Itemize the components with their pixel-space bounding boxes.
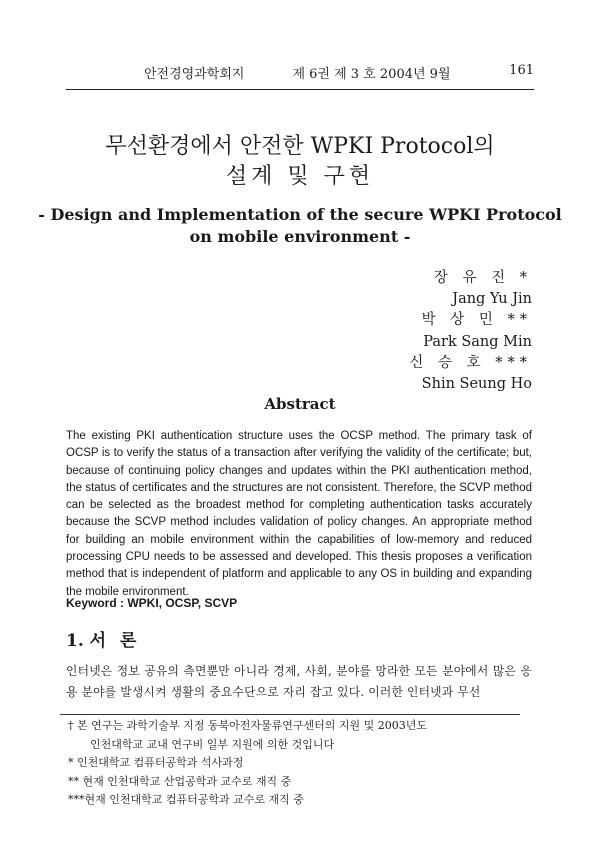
running-header bbox=[66, 63, 534, 90]
keywords: Keyword : WPKI, OCSP, SCVP bbox=[66, 596, 238, 610]
footnote-funding-line-2: 인천대학교 교내 연구비 일부 지원에 의한 것입니다 bbox=[90, 737, 335, 751]
author-2-english-name: Park Sang Min bbox=[423, 333, 532, 350]
english-title-line-1: - Design and Implementation of the secure WPKI Protocol bbox=[38, 205, 562, 224]
section-1-body: 인터넷은 정보 공유의 측면뿐만 아니라 경제, 사회, 분야를 망라한 모든 분야에서 많은 응용 분야를 발생시켜 생활의 중요수단으로 자리 잡고 있다. 이러한 인터넷과 무선 bbox=[66, 664, 532, 699]
footnote-author-1: * 인천대학교 컴퓨터공학과 석사과정 bbox=[68, 756, 244, 769]
footnote-author-2: ** 현재 인천대학교 산업공학과 교수로 재직 중 bbox=[68, 774, 292, 788]
author-3-english-name: Shin Seung Ho bbox=[421, 376, 532, 393]
footnotes bbox=[68, 717, 528, 810]
footnote-divider bbox=[60, 714, 520, 715]
footnote-author-3: ***현재 인천대학교 컴퓨터공학과 교수로 재직 중 bbox=[68, 793, 304, 806]
page-number: 161 bbox=[509, 63, 534, 78]
issue-info: 제 6권 제 3 호 2004년 9월 bbox=[292, 67, 451, 82]
korean-title-line-2: 설계 및 구현 bbox=[225, 164, 375, 189]
english-title bbox=[0, 204, 600, 248]
korean-title bbox=[0, 132, 600, 192]
author-2-korean-name: 박 상 민 ** bbox=[421, 312, 532, 329]
author-1-korean-name: 장 유 진 * bbox=[433, 270, 532, 286]
abstract-text: The existing PKI authentication structure uses the OCSP method. The primary task of OCSP is to verify the status of a transaction after verifying the validity of the certificate; but, because of continuing policy changes and updates within the PKI authentication method, the status of certificates and the structures are not consistent. Therefore, the SCVP method can be selected as the broadest method for completing authentication tasks accurately because the SCVP method includes validation of policy changes. An appropriate method for building an mobile environment within the capabilities of low-memory and reduced processing CPU needs to be assessed and developed. This thesis proposes a verification method that is independent of platform and applicable to any OS in building and expanding the mobile environment. bbox=[66, 430, 532, 598]
section-1-number: 1. bbox=[66, 631, 84, 651]
abstract-heading: Abstract bbox=[264, 395, 336, 413]
author-list bbox=[409, 268, 532, 395]
korean-title-line-1: 무선환경에서 안전한 WPKI Protocol의 bbox=[105, 134, 495, 159]
journal-name: 안전경영과학회지 bbox=[144, 67, 245, 82]
author-1-english-name: Jang Yu Jin bbox=[452, 291, 532, 308]
section-1-title: 서 론 bbox=[89, 631, 141, 651]
author-3-korean-name: 신 승 호 *** bbox=[409, 354, 532, 371]
footnote-funding-line-1: † 본 연구는 과학기술부 지정 동북아전자물류연구센터의 지원 및 2003년도 bbox=[68, 719, 427, 732]
section-1-heading bbox=[66, 626, 140, 651]
english-title-line-2: on mobile environment - bbox=[189, 227, 411, 246]
